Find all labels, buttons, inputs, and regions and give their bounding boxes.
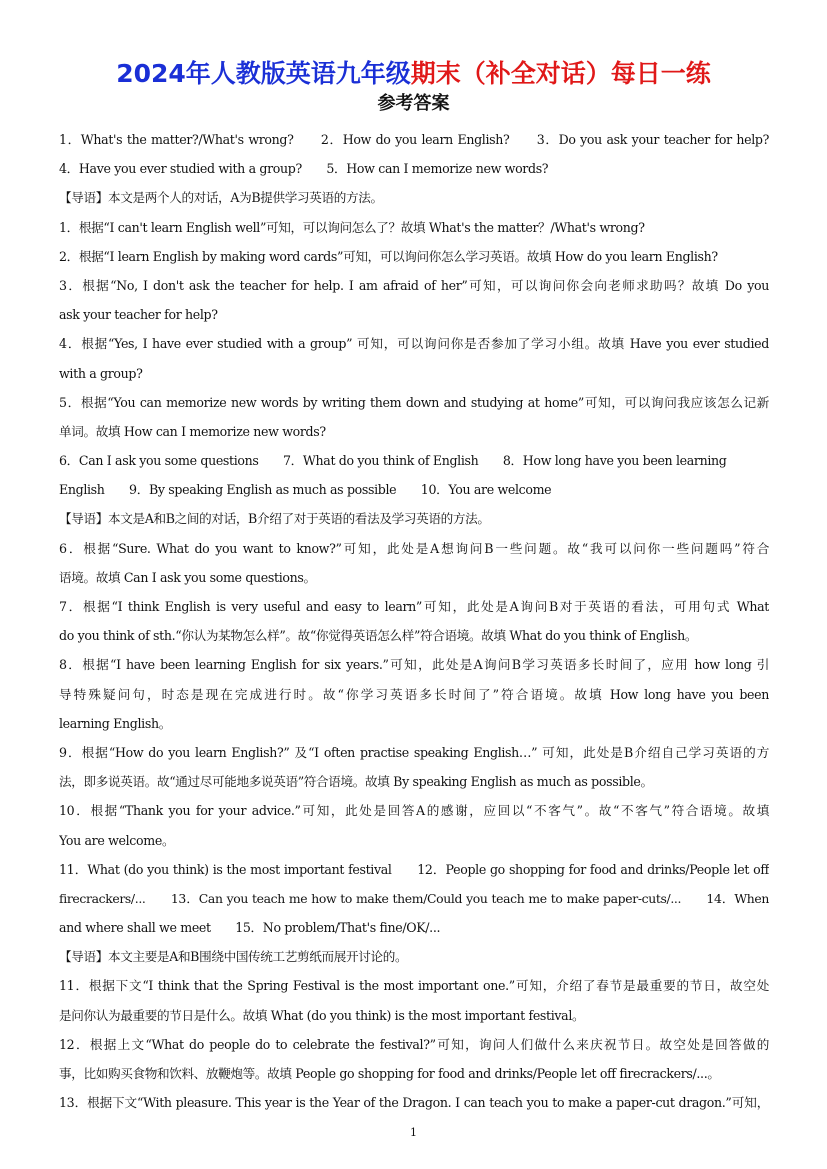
text-line: 法，即多说英语。故“通过尽可能地多说英语”符合语境。故填 By speaking English as much as possible。 — [59, 774, 653, 790]
text-line: 13．根据下文“With pleasure. This year is the Year of the Dragon. I can teach you to make a paper-cut dragon.”可知， — [59, 1095, 769, 1111]
title-part-blue: 2024年人教版英语九年级 — [116, 59, 411, 88]
text-line: firecrackers/... 13．Can you teach me how to make them/Could you teach me to make paper-cuts/... 14．When — [59, 890, 769, 906]
text-line: 单词。故填 How can I memorize new words? — [59, 423, 326, 439]
text-line: 12．根据上文“What do people do to celebrate the festival?”可知，询问人们做什么来庆祝节日。故空处是回答做的 — [59, 1036, 769, 1052]
text-line: 6．Can I ask you some questions 7．What do you think of English 8．How long have you been learning — [59, 453, 727, 469]
text-line: 9．根据“How do you learn English?” 及“I often practise speaking English…” 可知，此处是B介绍自己学习英语的方 — [59, 744, 769, 760]
text-line: 是问你认为最重要的节日是什么。故填 What (do you think) is the most important festival。 — [59, 1007, 585, 1023]
text-line: 1．根据“I can't learn English well”可知，可以询问怎么了？故填 What's the matter？/What's wrong? — [59, 219, 645, 235]
text-line: 11．根据下文“I think that the Spring Festival is the most important one.”可知，介绍了春节是最重要的节日，故空处 — [59, 978, 769, 994]
text-line: 1．What's the matter?/What's wrong? 2．How do you learn English? 3．Do you ask your teacher for help? — [59, 132, 769, 147]
text-line: learning English。 — [59, 715, 171, 731]
document-subtitle: 参考答案 — [377, 93, 450, 114]
text-line: 导特殊疑问句，时态是现在完成进行时。故“你学习英语多长时间了”符合语境。故填 How long have you been — [59, 686, 769, 702]
text-line: 【导语】本文是两个人的对话，A为B提供学习英语的方法。 — [59, 190, 383, 206]
text-line: 3．根据“No, I don't ask the teacher for help. I am afraid of her”可知，可以询问你会向老师求助吗？故填 Do you — [59, 277, 769, 293]
text-line: ask your teacher for help? — [59, 307, 218, 323]
text-line: 10．根据“Thank you for your advice.”可知，此处是回答A的感谢，应回以“不客气”。故“不客气”符合语境。故填 — [59, 803, 769, 819]
text-line: 8．根据“I have been learning English for six years.”可知，此处是A询问B学习英语多长时间了，应用 how long 引 — [59, 657, 769, 673]
text-line: 11．What (do you think) is the most important festival 12．People go shopping for food and drinks/People let off — [59, 861, 769, 877]
text-line: 【导语】本文主要是A和B围绕中国传统工艺剪纸而展开讨论的。 — [59, 949, 408, 965]
text-line: 5．根据“You can memorize new words by writing them down and studying at home”可知，可以询问我应该怎么记新 — [59, 394, 769, 410]
text-line: and where shall we meet 15．No problem/That's fine/OK/... — [59, 920, 441, 936]
answer-body — [59, 125, 769, 1117]
page-number: 1 — [410, 1126, 417, 1139]
text-line: with a group? — [59, 365, 143, 381]
text-line: 4．Have you ever studied with a group? 5．How can I memorize new words? — [59, 161, 549, 177]
text-line: 6．根据“Sure. What do you want to know?”可知，此处是A想询问B一些问题。故“我可以问你一些问题吗”符合 — [59, 540, 769, 556]
text-line: English 9．By speaking English as much as possible 10．You are welcome — [59, 482, 552, 498]
title-part-red: 期末（补全对话）每日一练 — [410, 59, 711, 88]
text-line: 4．根据“Yes, I have ever studied with a group” 可知，可以询问你是否参加了学习小组。故填 Have you ever studied — [59, 336, 769, 352]
text-line: 语境。故填 Can I ask you some questions。 — [59, 569, 316, 585]
text-line: 【导语】本文是A和B之间的对话，B介绍了对于英语的看法及学习英语的方法。 — [59, 511, 490, 527]
document-title — [0, 58, 827, 90]
text-line: 7．根据“I think English is very useful and easy to learn”可知，此处是A询问B对于英语的看法，可用句式 What — [59, 599, 769, 614]
text-line: do you think of sth.“你认为某物怎么样”。故“你觉得英语怎么样”符合语境。故填 What do you think of English。 — [59, 628, 698, 644]
text-line: 2．根据“I learn English by making word cards”可知，可以询问你怎么学习英语。故填 How do you learn English? — [59, 248, 718, 264]
text-line: You are welcome。 — [59, 832, 175, 848]
text-line: 事，比如购买食物和饮料、放鞭炮等。故填 People go shopping for food and drinks/People let off firecrackers/...。 — [59, 1066, 720, 1081]
